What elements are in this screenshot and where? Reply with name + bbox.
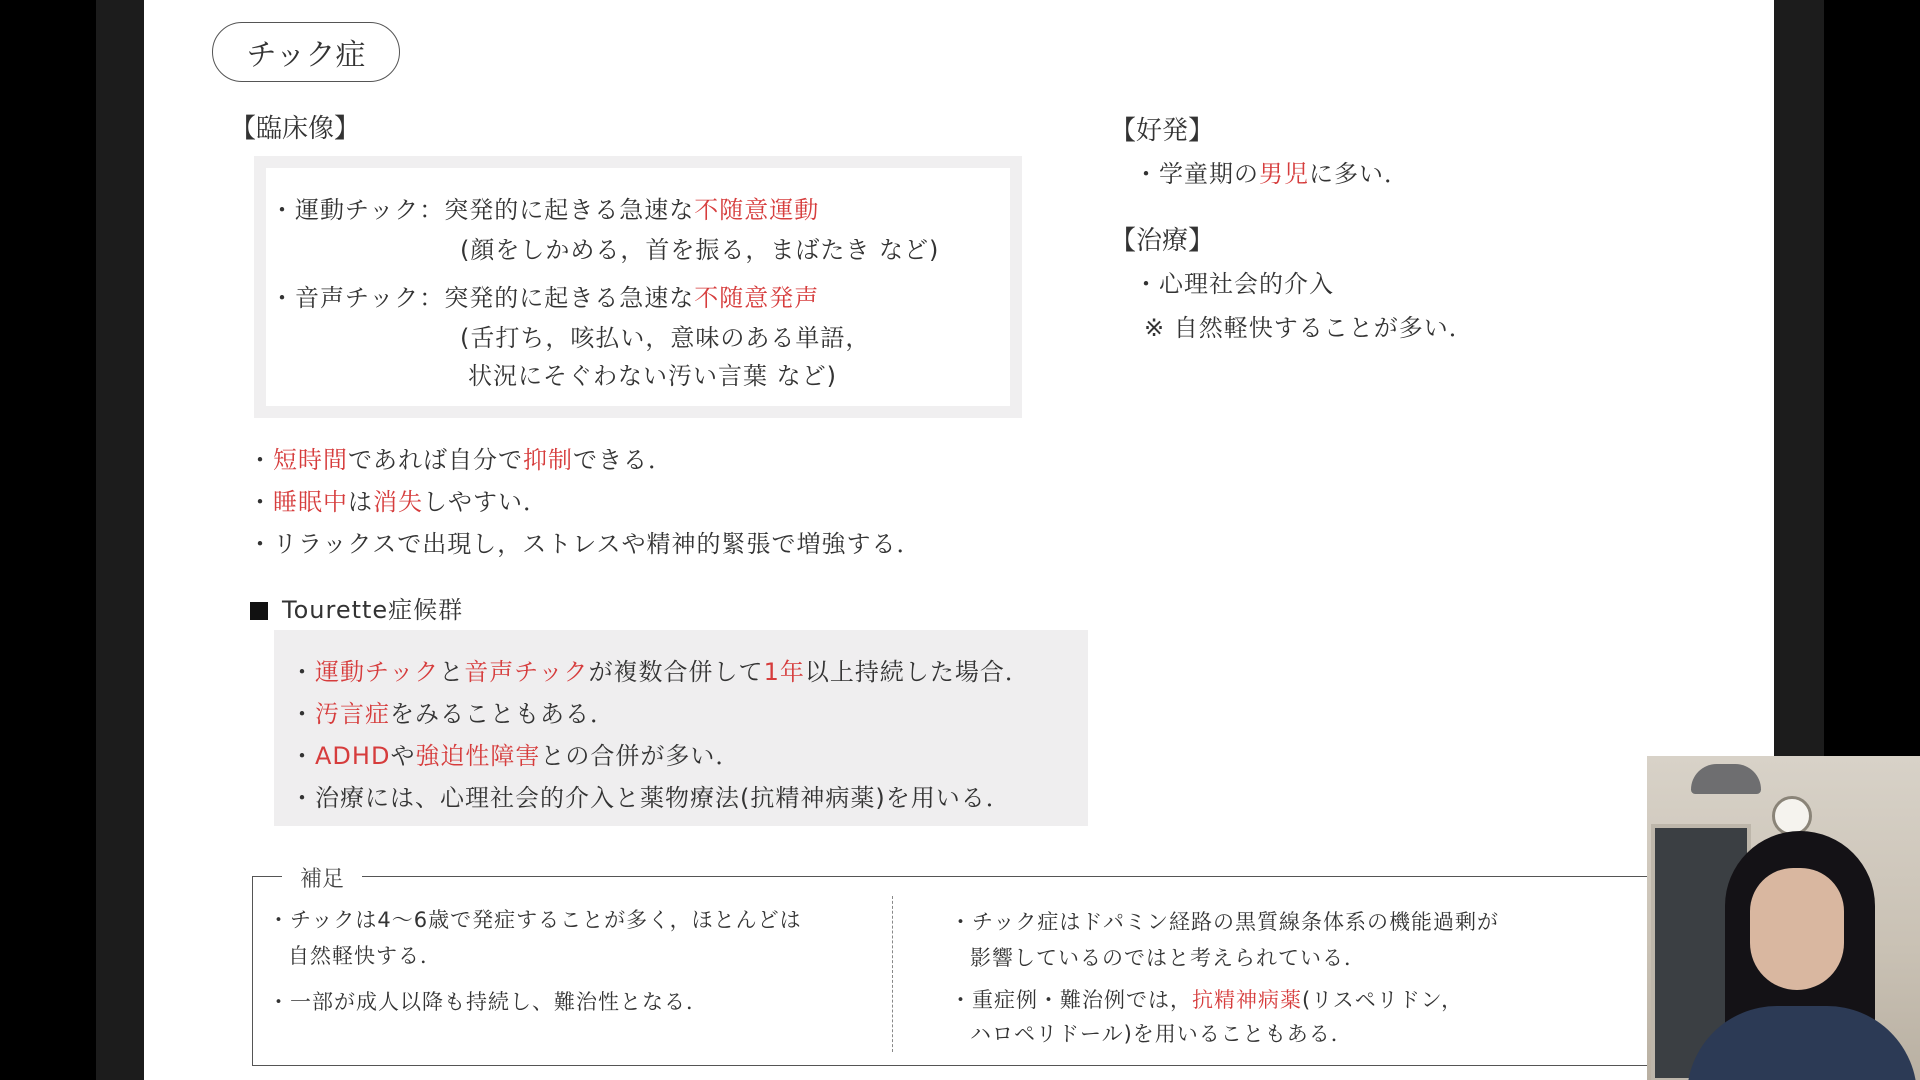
feature-stress: ・リラックスで出現し，ストレスや精神的緊張で増強する． — [248, 530, 922, 558]
supplement-right-2: ・重症例・難治例では，抗精神病薬(リスペリドン， — [950, 988, 1464, 1012]
tourette-line-2: ・汚言症をみることもある． — [290, 700, 615, 728]
supplement-left-2: ・一部が成人以降も持続し、難治性となる． — [268, 990, 708, 1014]
feature-suppress: ・短時間であれば自分で抑制できる． — [248, 446, 673, 474]
left-border-strip — [96, 0, 144, 1080]
tourette-line-4: ・治療には、心理社会的介入と薬物療法(抗精神病薬)を用いる． — [290, 784, 1011, 812]
supplement-right-1a: ・チック症はドパミン経路の黒質線条体系の機能過剰が — [950, 910, 1499, 934]
supplement-left-1b: 自然軽快する． — [288, 944, 442, 968]
supplement-label: 補足 — [282, 862, 362, 893]
wall-clock — [1772, 796, 1812, 836]
treatment-line-2: ※ 自然軽快することが多い． — [1144, 314, 1474, 342]
square-bullet-icon — [250, 602, 268, 620]
left-letterbox — [0, 0, 96, 1080]
supplement-left-1a: ・チックは4〜6歳で発症することが多く，ほとんどは — [268, 908, 802, 932]
onset-line: ・学童期の男児に多い． — [1134, 160, 1409, 188]
treatment-line-1: ・心理社会的介入 — [1134, 270, 1334, 298]
tourette-line-1: ・運動チックと音声チックが複数合併して1年以上持続した場合． — [290, 658, 1030, 686]
motor-tic-examples: (顔をしかめる，首を振る，まばたき など) — [460, 236, 940, 264]
tourette-heading: Tourette症候群 — [250, 590, 463, 625]
motor-tic-line: ・運動チック：突発的に起きる急速な不随意運動 — [270, 196, 820, 224]
onset-heading: 【好発】 — [1110, 116, 1215, 146]
treatment-heading: 【治療】 — [1110, 226, 1215, 256]
tourette-line-3: ・ADHDや強迫性障害との合併が多い． — [290, 742, 741, 770]
vocal-tic-line: ・音声チック：突発的に起きる急速な不随意発声 — [270, 284, 820, 312]
supplement-right-2b: ハロペリドール)を用いることもある． — [970, 1022, 1353, 1046]
clinical-heading: 【臨床像】 — [230, 114, 361, 144]
vocal-tic-examples-2: 状況にそぐわない汚い言葉 など) — [468, 362, 837, 390]
presenter-webcam — [1647, 756, 1920, 1080]
supplement-divider — [892, 896, 893, 1052]
vocal-tic-examples-1: (舌打ち，咳払い，意味のある単語， — [460, 324, 871, 352]
slide-title: チック症 — [212, 22, 400, 82]
feature-sleep: ・睡眠中は消失しやすい． — [248, 488, 548, 516]
presenter-face — [1750, 868, 1844, 990]
presentation-slide — [144, 0, 1774, 1080]
supplement-right-1b: 影響しているのではと考えられている． — [970, 946, 1366, 970]
ceiling-lamp — [1691, 764, 1761, 794]
